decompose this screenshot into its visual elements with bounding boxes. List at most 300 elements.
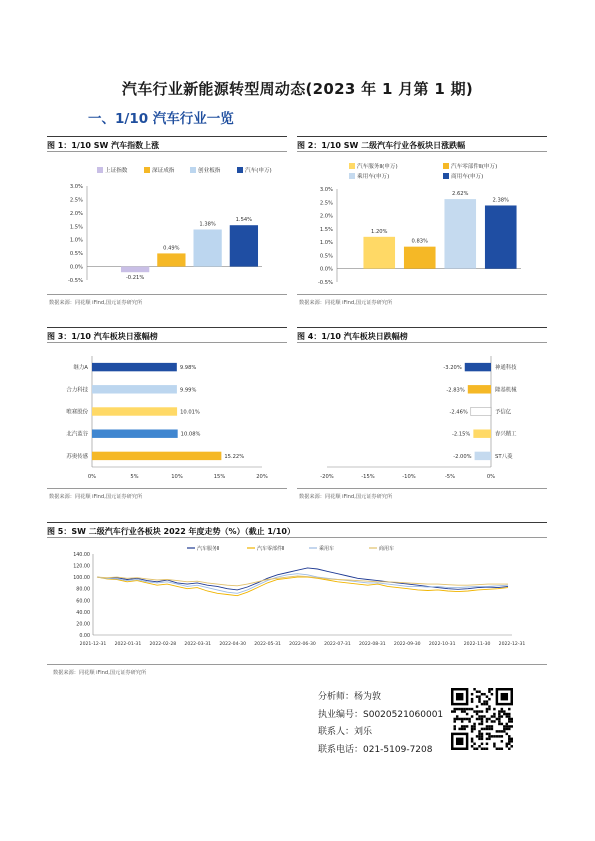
qr-module: [453, 718, 455, 720]
fig2-bar: [404, 247, 436, 269]
fig4-category-label: 神通科技: [495, 365, 517, 372]
qr-module: [498, 718, 500, 720]
qr-module: [488, 708, 490, 710]
qr-module: [501, 740, 503, 742]
qr-module: [473, 743, 475, 745]
fig5-xtick: 2022-04-30: [219, 642, 247, 647]
analyst-phone: 联系电话：021-5109-7208: [318, 744, 433, 755]
qr-module: [458, 728, 460, 730]
qr-module: [508, 735, 510, 737]
fig3-category-label: 苏奥传感: [66, 453, 88, 460]
qr-module: [486, 703, 488, 705]
fig4-bar: [468, 385, 491, 393]
fig3-category-label: 继力A: [73, 365, 88, 372]
qr-module: [486, 718, 488, 720]
fig5-xtick: 2022-07-31: [324, 642, 351, 647]
qr-module: [471, 725, 473, 727]
qr-module: [471, 730, 473, 732]
qr-module: [476, 735, 478, 737]
qr-module: [493, 708, 495, 710]
fig3-category-label: 唯赛股份: [66, 409, 88, 416]
qr-module: [498, 748, 500, 750]
fig2-data-label: 0.83%: [411, 238, 428, 245]
fig5-xtick: 2022-09-30: [393, 642, 421, 647]
qr-module: [508, 748, 510, 750]
qr-module: [478, 738, 480, 740]
qr-module: [471, 715, 473, 717]
fig2-title-rule: [297, 151, 547, 152]
analyst-info: [318, 689, 443, 759]
fig4-data-label: -2.15%: [452, 431, 471, 438]
fig2-title: 图 2：1/10 SW 二级汽车行业各板块日涨跌幅: [297, 141, 466, 150]
qr-module: [511, 720, 513, 722]
qr-module: [486, 710, 488, 712]
qr-module: [478, 730, 480, 732]
fig3-chart: [47, 350, 287, 486]
qr-module: [471, 728, 473, 730]
qr-module: [488, 735, 490, 737]
qr-module: [483, 728, 485, 730]
section-heading: 一、1/10 汽车行业一览: [88, 111, 234, 127]
qr-module: [468, 718, 470, 720]
fig1-ytick: 2.0%: [69, 210, 83, 217]
qr-module: [498, 710, 500, 712]
qr-module: [498, 720, 500, 722]
fig5-xtick: 2022-05-31: [254, 642, 281, 647]
qr-module: [458, 708, 460, 710]
fig1-ytick: 1.0%: [69, 237, 83, 244]
qr-module: [493, 745, 495, 747]
qr-module: [488, 698, 490, 700]
qr-module: [483, 715, 485, 717]
fig3-bar: [92, 407, 177, 415]
fig5-ytick: 100.00: [73, 576, 90, 582]
qr-module: [511, 740, 513, 742]
qr-module: [466, 708, 468, 710]
fig4-bar: [475, 452, 491, 460]
qr-module: [493, 713, 495, 715]
qr-module: [463, 710, 465, 712]
qr-module: [461, 720, 463, 722]
fig3-data-label: 10.08%: [180, 431, 201, 438]
fig5-legend-label: 乘用车: [319, 546, 335, 552]
qr-module: [498, 713, 500, 715]
qr-module: [456, 718, 458, 720]
qr-module: [493, 743, 495, 745]
qr-module: [488, 688, 490, 690]
qr-finder: [456, 693, 463, 700]
qr-module: [466, 713, 468, 715]
fig4-category-label: 春兴精工: [495, 431, 517, 438]
fig5-top-rule: [47, 522, 547, 523]
fig1-bar: [230, 225, 258, 266]
qr-module: [463, 718, 465, 720]
fig2-bar: [444, 199, 476, 269]
qr-module: [503, 730, 505, 732]
qr-module: [471, 700, 473, 702]
fig1-source: 数据来源：同花顺 iFind,国元证券研究所: [49, 300, 143, 306]
fig5-ytick: 20.00: [76, 622, 90, 628]
qr-module: [481, 748, 483, 750]
qr-module: [506, 745, 508, 747]
fig4-data-label: -2.83%: [446, 387, 465, 394]
fig5-ytick: 120.00: [73, 564, 90, 570]
qr-module: [486, 748, 488, 750]
qr-module: [483, 748, 485, 750]
fig5-ytick: 60.00: [76, 599, 90, 605]
fig4-xtick: 0%: [486, 474, 496, 480]
qr-module: [486, 708, 488, 710]
fig3-bar: [92, 452, 221, 460]
qr-module: [491, 715, 493, 717]
fig1-legend-swatch: [97, 167, 103, 173]
qr-module: [461, 710, 463, 712]
fig2-legend-swatch: [443, 163, 449, 169]
qr-module: [506, 743, 508, 745]
qr-module: [481, 733, 483, 735]
qr-module: [508, 738, 510, 740]
fig2-ytick: 3.0%: [319, 187, 333, 193]
qr-module: [461, 728, 463, 730]
fig5-title: 图 5：SW 二级汽车行业各板块 2022 年度走势（%）（截止 1/10）: [47, 527, 295, 536]
fig2-chart: [297, 156, 547, 292]
fig2-legend-swatch: [443, 173, 449, 179]
fig3-bottom-rule: [47, 488, 287, 489]
fig5-source: 数据来源：同花顺 iFind,国元证券研究所: [53, 670, 147, 676]
fig1-ytick: 2.5%: [69, 197, 83, 204]
qr-module: [478, 715, 480, 717]
qr-module: [491, 728, 493, 730]
fig5-xtick: 2022-10-31: [428, 642, 456, 647]
fig3-xtick: 5%: [130, 474, 139, 480]
qr-module: [471, 740, 473, 742]
fig1-bar: [157, 253, 185, 266]
qr-module: [498, 735, 500, 737]
fig1-top-rule: [47, 136, 287, 137]
qr-module: [511, 745, 513, 747]
qr-module: [458, 718, 460, 720]
fig1-ytick: 0.5%: [69, 251, 83, 258]
qr-module: [473, 725, 475, 727]
qr-module: [471, 745, 473, 747]
qr-module: [491, 735, 493, 737]
qr-module: [508, 720, 510, 722]
qr-module: [511, 725, 513, 727]
qr-module: [453, 720, 455, 722]
qr-module: [488, 728, 490, 730]
qr-module: [508, 743, 510, 745]
fig3-xtick: 0%: [87, 474, 97, 480]
qr-module: [486, 738, 488, 740]
fig5-legend-label: 汽车零部件Ⅱ: [257, 546, 285, 552]
qr-module: [478, 723, 480, 725]
fig1-bar: [121, 267, 149, 273]
qr-module: [503, 713, 505, 715]
fig4-data-label: -3.20%: [443, 365, 462, 372]
qr-module: [476, 718, 478, 720]
fig5-legend-label: 商用车: [379, 546, 395, 552]
qr-module: [466, 718, 468, 720]
fig3-category-label: 合力科技: [66, 387, 88, 394]
qr-module: [486, 743, 488, 745]
qr-module: [453, 708, 455, 710]
qr-module: [506, 725, 508, 727]
fig1-ytick: 1.5%: [69, 224, 83, 231]
qr-module: [486, 733, 488, 735]
qr-module: [473, 748, 475, 750]
qr-module: [478, 733, 480, 735]
qr-module: [453, 725, 455, 727]
qr-module: [511, 738, 513, 740]
qr-module: [466, 725, 468, 727]
fig4-xtick: -10%: [402, 474, 416, 480]
fig3-title-rule: [47, 342, 287, 343]
fig1-ytick: 3.0%: [69, 184, 83, 190]
fig4-chart: [297, 350, 547, 486]
fig3-source: 数据来源：同花顺 iFind,国元证券研究所: [49, 494, 143, 500]
fig2-ytick: 0.5%: [319, 253, 333, 260]
qr-module: [488, 725, 490, 727]
fig1-legend-swatch: [144, 167, 150, 173]
fig5-legend-label: 汽车服务Ⅱ: [197, 546, 220, 552]
fig2-bottom-rule: [297, 294, 547, 295]
fig5-ytick: 40.00: [76, 610, 90, 616]
fig2-ytick: 2.5%: [319, 200, 333, 207]
fig2-ytick: 1.5%: [319, 226, 333, 233]
qr-module: [501, 723, 503, 725]
qr-module: [481, 743, 483, 745]
analyst-contact: 联系人：刘乐: [318, 727, 373, 737]
qr-module: [461, 718, 463, 720]
fig1-legend-label: 上证指数: [105, 168, 128, 174]
qr-module: [481, 715, 483, 717]
qr-module: [486, 695, 488, 697]
qr-module: [501, 708, 503, 710]
qr-module: [488, 718, 490, 720]
qr-module: [476, 705, 478, 707]
fig3-top-rule: [47, 327, 287, 328]
qr-module: [508, 740, 510, 742]
fig1-title: 图 1：1/10 SW 汽车指数上涨: [47, 141, 160, 150]
fig5-title-rule: [47, 537, 547, 538]
qr-module: [481, 720, 483, 722]
qr-module: [471, 708, 473, 710]
qr-module: [473, 723, 475, 725]
qr-module: [506, 715, 508, 717]
qr-module: [478, 698, 480, 700]
qr-module: [463, 728, 465, 730]
analyst-license: 执业编号：S0020521060001: [318, 709, 444, 720]
qr-module: [508, 718, 510, 720]
fig2-top-rule: [297, 136, 547, 137]
fig2-data-label: 2.62%: [452, 191, 469, 198]
fig2-legend-label: 汽车服务Ⅱ(申万): [357, 164, 398, 170]
qr-module: [501, 735, 503, 737]
fig3-bar: [92, 429, 178, 437]
qr-module: [508, 708, 510, 710]
fig5-xtick: 2022-06-30: [289, 642, 316, 647]
qr-module: [486, 720, 488, 722]
qr-module: [471, 698, 473, 700]
qr-module: [498, 723, 500, 725]
qr-module: [506, 723, 508, 725]
fig1-bar: [193, 230, 221, 267]
qr-module: [488, 690, 490, 692]
fig3-xtick: 15%: [213, 474, 226, 480]
qr-module: [481, 718, 483, 720]
qr-module: [471, 738, 473, 740]
qr-module: [511, 718, 513, 720]
qr-code-icon: [451, 688, 513, 750]
qr-module: [473, 710, 475, 712]
qr-module: [473, 728, 475, 730]
fig4-bar: [473, 429, 491, 437]
fig4-bar: [471, 407, 491, 415]
qr-module: [493, 720, 495, 722]
fig5-xtick: 2022-11-30: [463, 642, 491, 647]
fig5-xtick: 2022-12-31: [498, 642, 526, 647]
qr-module: [476, 713, 478, 715]
qr-module: [453, 710, 455, 712]
fig2-legend-swatch: [349, 173, 355, 179]
fig4-source: 数据来源：同花顺 iFind,国元证券研究所: [299, 494, 393, 500]
fig4-xtick: -5%: [444, 474, 456, 480]
qr-module: [453, 728, 455, 730]
fig5-xtick: 2021-12-31: [79, 642, 107, 647]
qr-module: [456, 708, 458, 710]
qr-module: [461, 725, 463, 727]
qr-module: [478, 745, 480, 747]
qr-module: [503, 725, 505, 727]
qr-module: [476, 695, 478, 697]
qr-module: [451, 710, 453, 712]
fig4-xtick: -15%: [361, 474, 375, 480]
qr-module: [503, 728, 505, 730]
fig4-title: 图 4：1/10 汽车板块日跌幅榜: [297, 332, 408, 341]
qr-module: [491, 720, 493, 722]
fig2-ytick: -0.5%: [317, 280, 333, 286]
fig1-bottom-rule: [47, 294, 287, 295]
qr-module: [481, 723, 483, 725]
fig4-data-label: -2.00%: [453, 453, 472, 460]
fig2-bar: [363, 237, 395, 269]
qr-module: [476, 710, 478, 712]
qr-module: [463, 708, 465, 710]
fig2-ytick: 2.0%: [319, 213, 333, 220]
qr-module: [491, 688, 493, 690]
fig2-legend-label: 汽车零部件Ⅱ(申万): [451, 164, 498, 170]
fig4-top-rule: [297, 327, 547, 328]
fig5-bottom-rule: [47, 664, 547, 665]
fig2-ytick: 0.0%: [319, 266, 333, 273]
qr-module: [491, 725, 493, 727]
fig1-data-label: 0.49%: [163, 245, 180, 252]
fig4-bar: [465, 363, 491, 371]
qr-module: [481, 735, 483, 737]
qr-module: [498, 715, 500, 717]
page-title: 汽车行业新能源转型周动态(2023 年 1 月第 1 期): [121, 80, 474, 98]
fig5-xtick: 2022-01-31: [114, 642, 142, 647]
fig1-data-label: 1.54%: [235, 217, 253, 224]
fig4-category-label: 隆基机械: [495, 387, 517, 394]
qr-finder: [501, 693, 508, 700]
qr-module: [506, 728, 508, 730]
fig2-legend-swatch: [349, 163, 355, 169]
fig3-data-label: 9.99%: [179, 387, 197, 394]
fig4-data-label: -2.46%: [449, 409, 468, 416]
fig1-legend-label: 汽车(申万): [245, 168, 272, 174]
qr-module: [496, 735, 498, 737]
qr-module: [486, 728, 488, 730]
qr-module: [476, 748, 478, 750]
fig5-chart: [47, 540, 547, 650]
fig2-source: 数据来源：同花顺 iFind,国元证券研究所: [299, 300, 393, 306]
qr-module: [481, 728, 483, 730]
fig4-xtick: -20%: [320, 474, 334, 480]
qr-module: [501, 710, 503, 712]
fig5-ytick: 80.00: [76, 587, 90, 593]
qr-module: [501, 715, 503, 717]
fig3-category-label: 北汽蓝谷: [66, 431, 88, 438]
qr-module: [478, 710, 480, 712]
qr-module: [483, 703, 485, 705]
fig2-ytick: 1.0%: [319, 240, 333, 247]
qr-module: [508, 715, 510, 717]
fig1-data-label: 1.38%: [199, 221, 216, 228]
fig4-title-rule: [297, 342, 547, 343]
qr-module: [478, 735, 480, 737]
qr-module: [483, 700, 485, 702]
fig5-series-line: [97, 568, 508, 590]
fig2-data-label: 2.38%: [492, 197, 509, 204]
fig2-legend-label: 乘用车(申万): [357, 174, 390, 180]
qr-module: [468, 708, 470, 710]
qr-module: [478, 700, 480, 702]
qr-module: [473, 688, 475, 690]
qr-module: [468, 720, 470, 722]
fig2-data-label: 1.20%: [371, 228, 388, 235]
qr-module: [488, 733, 490, 735]
qr-module: [493, 715, 495, 717]
qr-finder: [456, 738, 463, 745]
qr-module: [481, 693, 483, 695]
fig3-xtick: 10%: [171, 474, 183, 480]
fig1-data-label: -0.21%: [125, 275, 145, 282]
qr-module: [508, 728, 510, 730]
qr-module: [486, 725, 488, 727]
qr-module: [481, 710, 483, 712]
analyst-name: 分析师：杨为敦: [318, 692, 382, 702]
fig4-bottom-rule: [297, 488, 547, 489]
qr-module: [471, 693, 473, 695]
qr-module: [493, 735, 495, 737]
qr-module: [488, 738, 490, 740]
fig3-data-label: 10.01%: [180, 409, 200, 416]
fig3-bar: [92, 385, 177, 393]
qr-module: [461, 708, 463, 710]
qr-module: [506, 733, 508, 735]
fig1-legend-swatch: [237, 167, 243, 173]
fig4-category-label: ST八菱: [495, 453, 513, 460]
qr-module: [508, 713, 510, 715]
qr-module: [501, 730, 503, 732]
fig3-data-label: 9.98%: [179, 365, 197, 372]
fig5-ytick: 140.00: [73, 553, 90, 558]
fig1-chart: [47, 156, 287, 292]
qr-module: [463, 725, 465, 727]
fig2-bar: [485, 205, 517, 268]
qr-module: [456, 715, 458, 717]
